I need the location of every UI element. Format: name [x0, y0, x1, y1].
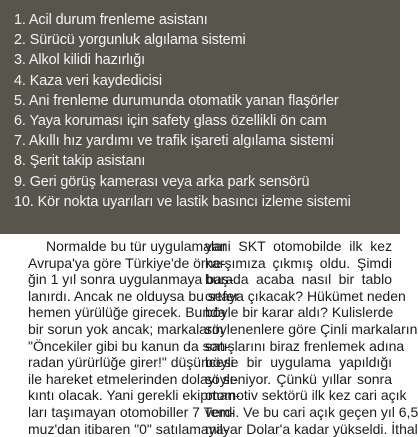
text-line: ğin 1 yıl sonra uygulanmaya baş- — [28, 271, 234, 288]
text-line: burada acaba nasıl bir tablo — [205, 271, 392, 288]
text-line: "Öncekiler gibi bu kanun da son- — [28, 337, 230, 354]
text-line: otomotiv sektörü ilk kez cari açık — [205, 387, 407, 404]
text-line: söylenenlere göre Çinli markaların — [205, 320, 418, 337]
text-line: böyle bir karar aldı? Kulislerde — [205, 304, 394, 321]
text-line: söyleniyor. Çünkü yıllar sonra — [205, 370, 392, 387]
text-line: verdi. Ve bu cari açık geçen yıl 6,5 — [205, 403, 418, 420]
text-line: karşımıza çıkmış oldu. Şimdi — [205, 254, 392, 271]
list-item: 8. Şerit takip asistanı — [14, 153, 146, 170]
text-line: yani SKT otomobilde ilk kez — [205, 238, 392, 254]
text-line: satışlarını biraz frenlemek adına — [205, 337, 405, 354]
list-item: 4. Kaza veri kaydedicisi — [14, 72, 162, 89]
list-item: 1. Acil durum frenleme asistanı — [14, 12, 208, 28]
text-line: milyar Dolar'a kadar yükseldi. İthal — [205, 420, 418, 437]
text-line: ile hareket etmelerinden dolayı sı- — [28, 370, 239, 387]
text-line: radan yürürlüğe girer!" düşüncesi — [28, 354, 234, 371]
list-item: 9. Geri görüş kamerası veya arka park sensörü — [14, 173, 310, 190]
list-item: 7. Akıllı hız yardımı ve trafik işareti algılama sistemi — [14, 133, 334, 150]
text-line: Avrupa'ya göre Türkiye'de örne- — [28, 254, 226, 271]
list-item: 6. Yaya koruması için safety glass özellikli ön cam — [14, 113, 327, 130]
article-column-left — [10, 238, 240, 437]
text-line: böyle bir uygulama yapıldığı — [205, 354, 392, 371]
text-line: hemen yürülüğe girecek. Bunda — [28, 304, 226, 321]
article-column-right — [205, 238, 418, 437]
text-line: ortaya çıkacak? Hükümet neden — [205, 287, 406, 304]
text-line: lanırdı. Ancak ne olduysa bu sefer — [28, 287, 239, 304]
text-line: bir sorun yok ancak; markaların — [28, 320, 224, 337]
list-item: 2. Sürücü yorgunluk algılama sistemi — [14, 32, 246, 49]
list-item: 5. Ani frenleme durumunda otomatik yanan flaşörler — [14, 92, 339, 109]
text-line: muz'dan itibaren "0" satılamaya- — [28, 420, 229, 437]
article-paragraph — [205, 238, 418, 437]
text-line: kıntı olacak. Yani gerekli ekipman- — [28, 387, 240, 404]
text-line: ları taşımayan otomobiller 7 Tem- — [28, 403, 235, 420]
equipment-list — [14, 10, 351, 212]
list-item: 10. Kör nokta uyarıları ve lastik basıncı izleme sistemi — [14, 193, 351, 210]
list-item: 3. Alkol kilidi hazırlığı — [14, 52, 146, 69]
text-line: Normalde bu tür uygulamalar — [46, 238, 227, 254]
article-paragraph — [10, 238, 240, 437]
